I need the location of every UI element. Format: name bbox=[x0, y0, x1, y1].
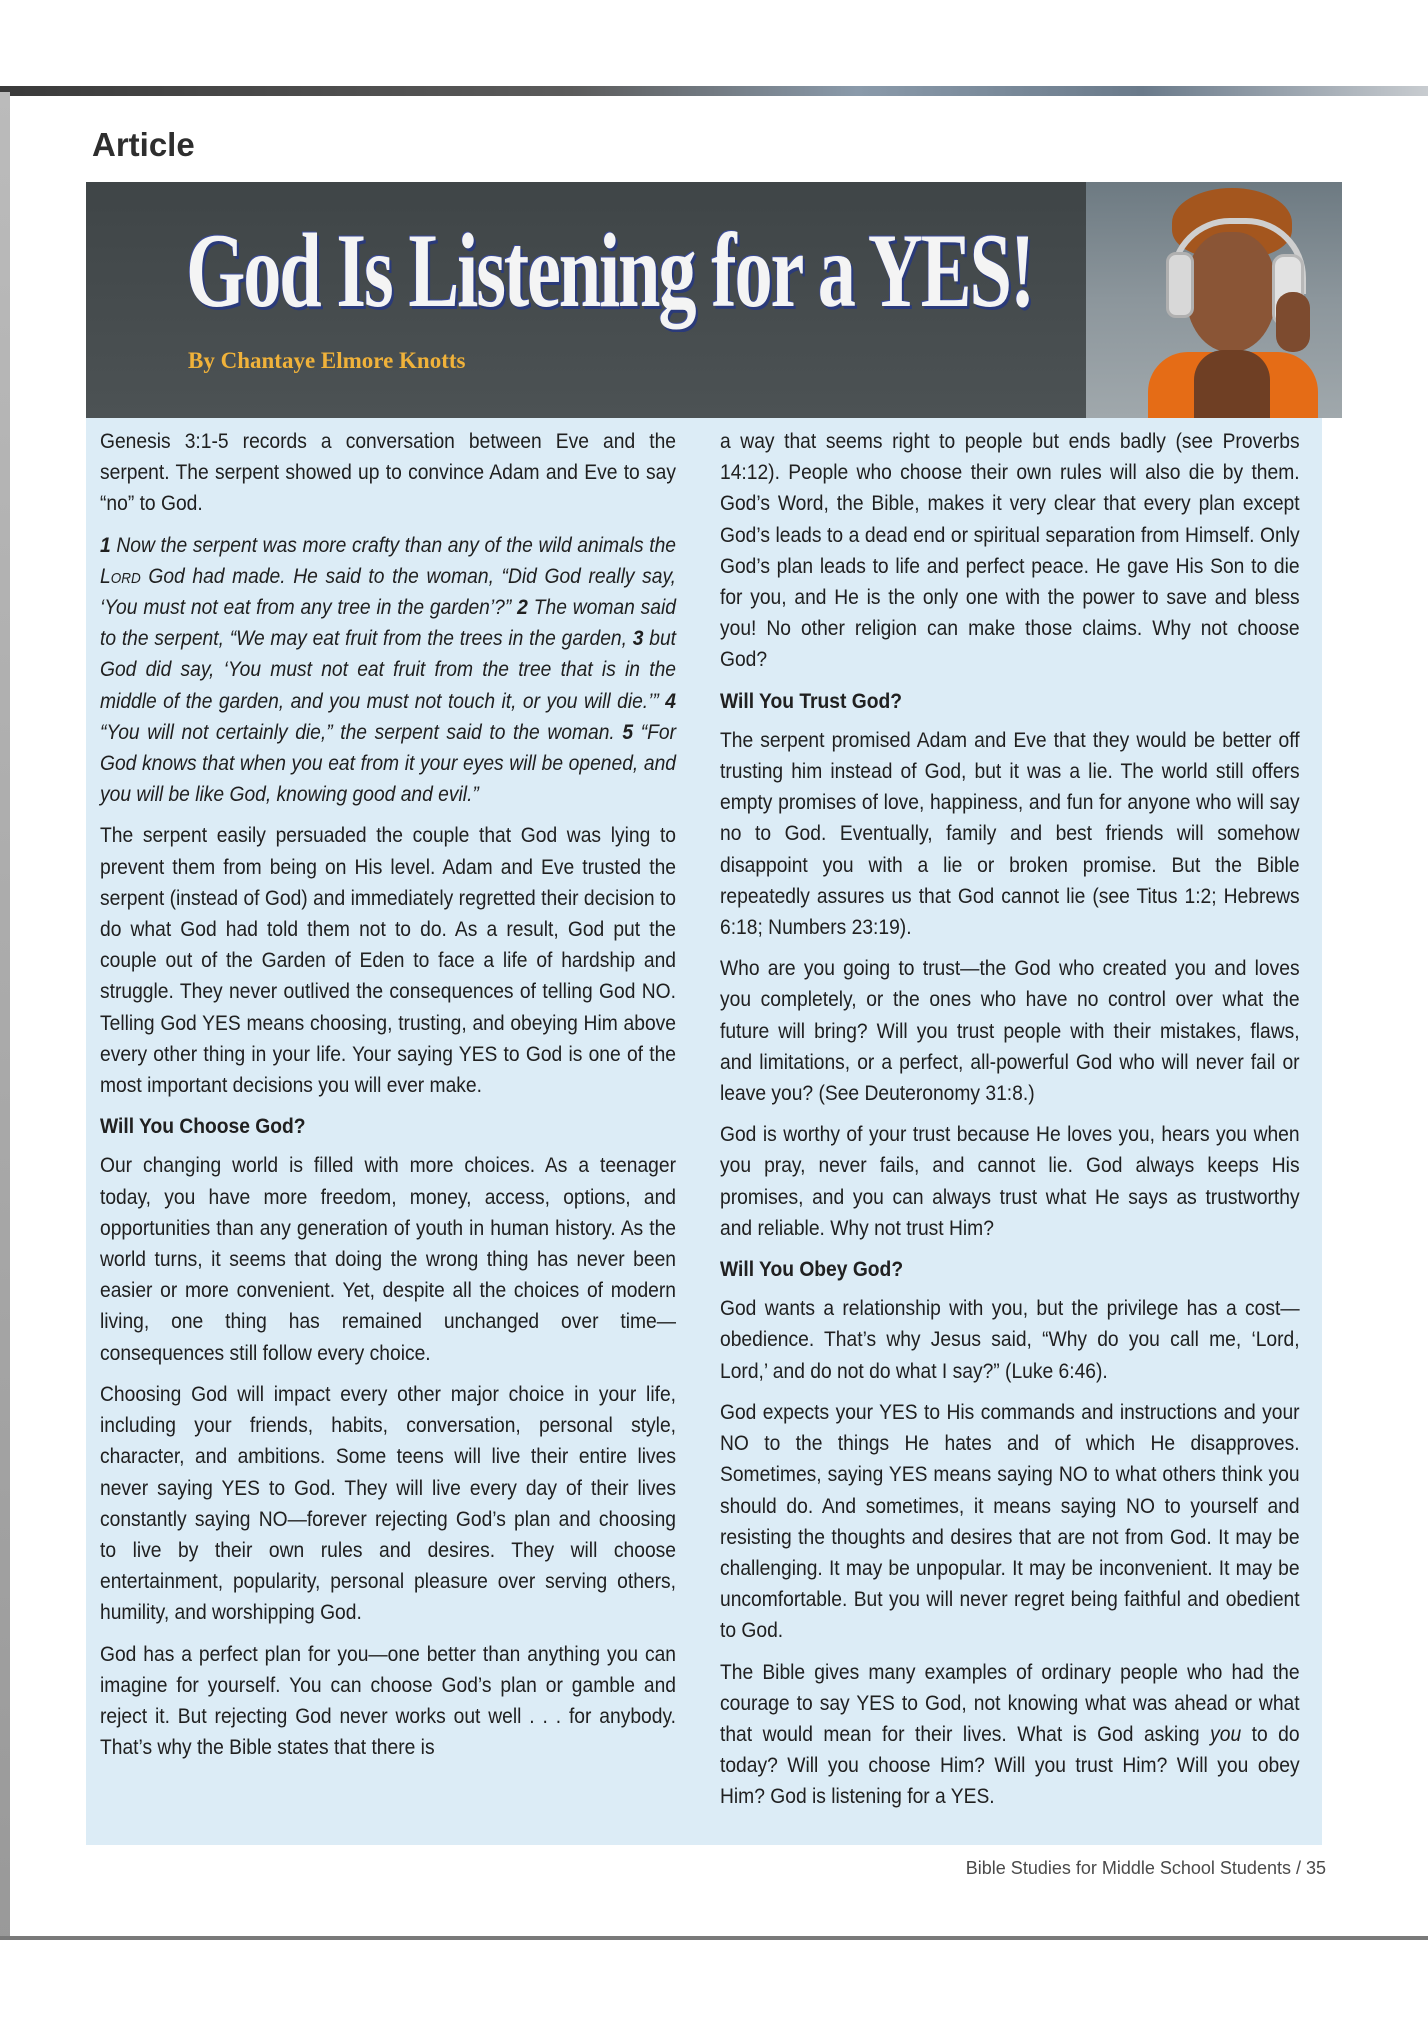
article-body bbox=[86, 418, 1322, 1845]
paragraph: The serpent promised Adam and Eve that they would be better off trusting him instead of God, but it was a lie. The world still offers empty promises of love, happiness, and fun for anyone who will say no to God. Eventually, family and best friends will somehow disappoint you with a lie or broken promise. But the Bible repeatedly assures us that God cannot lie (see Titus 1:2; Hebrews 6:18; Numbers 23:19). bbox=[720, 727, 1300, 940]
verse-number: 1 bbox=[100, 532, 111, 557]
article-title: God Is Listening for a YES! bbox=[186, 212, 1034, 329]
paragraph: God expects your YES to His commands and instructions and your NO to the things He hates and of which He disapproves. Sometimes, saying YES means saying NO to what others think you should do. And sometimes, it means saying NO to yourself and resisting the thoughts and desires that are not from God. It may be challenging. It may be unpopular. It may be inconvenient. It may be uncomfortable. But you will never regret being faithful and obedient to God. bbox=[720, 1399, 1300, 1643]
verse-number: 3 bbox=[632, 626, 644, 651]
page-footer: Bible Studies for Middle School Students / 35 bbox=[965, 1858, 1326, 1878]
scan-edge-top bbox=[0, 86, 1428, 96]
subheading-trust: Will You Trust God? bbox=[720, 688, 902, 713]
closing-text: to do today? Will you choose Him? Will you trust Him? Will you obey Him? God is listening for a YES. bbox=[720, 1721, 1300, 1809]
paragraph: God is worthy of your trust because He loves you, hears you when you pray, never fails, and cannot lie. God always keeps His promises, and you can always trust what He says as trustworthy and reliable. Why not trust Him? bbox=[720, 1122, 1300, 1240]
quote-text: “You will not certainly die,” the serpent said to the woman. bbox=[100, 719, 623, 744]
headphones-left-icon bbox=[1166, 252, 1194, 318]
paragraph-intro: Genesis 3:1-5 records a conversation between Eve and the serpent. The serpent showed up to convince Adam and Eve to say “no” to God. bbox=[100, 429, 676, 516]
scan-margin-bottom bbox=[0, 1940, 1428, 2028]
paragraph: God wants a relationship with you, but the privilege has a cost—obedience. That’s why Jesus said, “Why do you call me, ‘Lord, Lord,’ and do not do what I say?” (Luke 6:46). bbox=[720, 1296, 1300, 1383]
photo-shirt bbox=[1194, 350, 1270, 418]
paragraph: Choosing God will impact every other major choice in your life, including your friends, habits, conversation, personal style, character, and ambitions. Some teens will live their entire lives never saying YES to God. They will live every day of their lives constantly saying NO—forever rejecting God’s plan and choosing to live by their own rules and desires. They will choose entertainment, popularity, personal pleasure over serving others, humility, and worshipping God. bbox=[100, 1381, 676, 1625]
scan-margin-top bbox=[0, 0, 1428, 92]
quote-text: but God did say, ‘You must not eat fruit from the tree that is in the middle of the garden, and you must not touch it, or you will die.’” bbox=[100, 626, 676, 713]
verse-number: 2 bbox=[517, 595, 528, 620]
quote-text: “For God knows that when you eat from it your eyes will be opened, and you will be like God, knowing good and evil.” bbox=[100, 719, 676, 807]
paragraph: Who are you going to trust—the God who created you and loves you completely, or the ones who have no control over what the future will bring? Will you trust people with their mistakes, flaws, and limitations, or a perfect, all-powerful God who will never fail or leave you? (See Deuteronomy 31:8.) bbox=[720, 956, 1300, 1106]
section-label: Article bbox=[92, 126, 195, 163]
subheading-obey: Will You Obey God? bbox=[720, 1257, 904, 1282]
teen-with-headphones-photo bbox=[1086, 182, 1342, 418]
paragraph: Our changing world is filled with more choices. As a teenager today, you have more freedom, money, access, options, and opportunities than any generation of youth in human history. As the world turns, it seems that doing the wrong thing has never been easier or more convenient. Yet, despite all the choices of modern living, one thing has remained unchanged over time—consequences still follow every choice. bbox=[100, 1153, 676, 1365]
right-column bbox=[720, 426, 1300, 1823]
subheading-choose: Will You Choose God? bbox=[100, 1114, 306, 1139]
scan-edge-left bbox=[0, 92, 10, 1952]
paragraph: a way that seems right to people but ends badly (see Proverbs 14:12). People who choose their own rules will also die by them. God’s Word, the Bible, makes it very clear that every plan except God’s leads to a dead end or spiritual separation from Himself. Only God’s plan leads to life and perfect peace. He gave His Son to die for you, and He is the only one with the power to save and bless you! No other religion can make those claims. Why not choose God? bbox=[720, 429, 1300, 672]
emphasis-you: you bbox=[1210, 1721, 1242, 1746]
quote-text: God had made. He said to the woman, “Did God really say, ‘You must not eat from any tree in the garden’?” bbox=[100, 563, 676, 620]
scripture-quote bbox=[100, 530, 676, 811]
author-byline: By Chantaye Elmore Knotts bbox=[188, 348, 466, 373]
article-banner bbox=[86, 182, 1342, 418]
verse-number: 4 bbox=[665, 688, 676, 713]
paragraph: The serpent easily persuaded the couple that God was lying to prevent them from being on His level. Adam and Eve trusted the serpent (instead of God) and immediately regretted their decision to do what God had told them not to do. As a result, God put the couple out of the Garden of Eden to face a life of hardship and struggle. They never outlived the consequences of telling God NO. Telling God YES means choosing, trusting, and obeying Him above every other thing in your life. Your saying YES to God is one of the most important decisions you will ever make. bbox=[100, 823, 676, 1098]
paragraph-closing bbox=[720, 1657, 1300, 1813]
closing-text: The Bible gives many examples of ordinary people who had the courage to say YES to God, not knowing what was ahead or what that would mean for their lives. What is God asking bbox=[720, 1659, 1300, 1746]
lord-smallcaps: Lord bbox=[100, 563, 141, 588]
photo-hand bbox=[1276, 292, 1310, 352]
verse-number: 5 bbox=[622, 719, 634, 744]
quote-text: The woman said to the serpent, “We may eat fruit from the trees in the garden, bbox=[100, 595, 677, 651]
left-column bbox=[100, 426, 676, 1773]
quote-text: Now the serpent was more crafty than any of the wild animals the bbox=[110, 532, 676, 557]
paragraph: God has a perfect plan for you—one better than anything you can imagine for yourself. You can choose God’s plan or gamble and reject it. But rejecting God never works out well . . . for anybody. That’s why the Bible states that there is bbox=[100, 1641, 676, 1760]
